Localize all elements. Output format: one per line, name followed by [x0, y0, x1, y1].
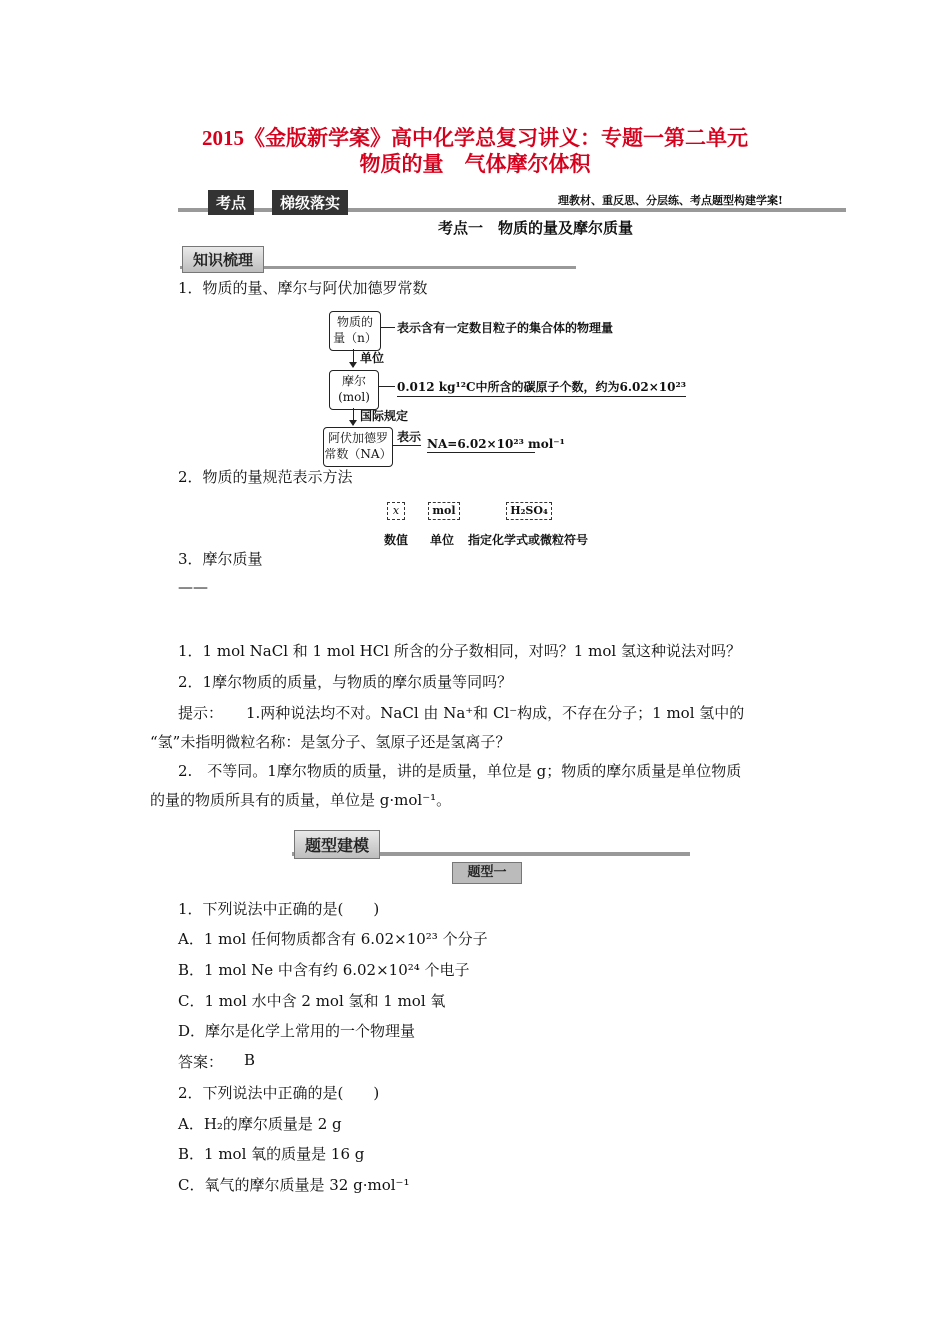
diagram-box-mole	[329, 370, 379, 410]
p1-option-d: D．摩尔是化学上常用的一个物理量	[178, 1022, 416, 1040]
diagram-desc-1: 表示含有一定数目粒子的集合体的物理量	[397, 321, 614, 335]
box-amount-line1: 物质的	[336, 315, 373, 329]
section-modeling: 题型建模	[294, 830, 380, 859]
banner-tag-kaodian: 考点	[208, 190, 254, 215]
p1-option-b: B．1 mol Ne 中含有约 6.02×10²⁴ 个电子	[178, 961, 470, 979]
page-title: 2015《金版新学案》高中化学总复习讲义：专题一第二单元	[202, 126, 748, 150]
diagram-box-amount	[329, 311, 381, 351]
p2-stem: 2．下列说法中正确的是( )	[178, 1084, 380, 1102]
hint-2b: 的量的物质所具有的质量，单位是 g·mol⁻¹。	[150, 791, 452, 809]
box-avogadro-line1: 阿伏加德罗	[327, 431, 388, 445]
p1-answer: B	[244, 1051, 256, 1069]
banner-tag-tiji: 梯级落实	[272, 190, 348, 215]
p2-option-b: B．1 mol 氧的质量是 16 g	[178, 1145, 365, 1163]
diagram-link-3	[393, 445, 421, 446]
notation-box-number: x	[387, 502, 405, 520]
section-knowledge: 知识梳理	[182, 246, 264, 273]
dash-line: ——	[178, 578, 208, 596]
diagram-link-2	[379, 386, 395, 387]
diagram-desc-2: 0.012 kg¹²C中所含的碳原子个数，约为6.02×10²³	[397, 378, 686, 397]
arrow-head-2	[349, 420, 357, 426]
question-1: 1．1 mol NaCl 和 1 mol HCl 所含的分子数相同，对吗？1 mol 氢这种说法对吗？	[178, 642, 741, 660]
arrow-head-1	[349, 362, 357, 368]
p1-option-c: C．1 mol 水中含 2 mol 氢和 1 mol 氧	[178, 992, 446, 1010]
item-2: 2．物质的量规范表示方法	[178, 468, 353, 486]
notation-box-formula: H₂SO₄	[506, 502, 552, 520]
tixing-tag: 题型一	[452, 862, 522, 884]
item-3: 3．摩尔质量	[178, 550, 263, 568]
question-2: 2．1摩尔物质的质量，与物质的摩尔质量等同吗？	[178, 673, 513, 691]
arrow-label-unit: 单位	[360, 351, 385, 365]
kaodian-heading: 考点一 物质的量及摩尔质量	[438, 219, 634, 237]
notation-label-unit: 单位	[430, 533, 455, 547]
notation-label-formula: 指定化学式或微粒符号	[468, 533, 589, 547]
hint-1a: 1.两种说法均不对。NaCl 由 Na⁺和 Cl⁻构成，不存在分子；1 mol 氢中的	[246, 704, 745, 722]
p2-option-c: C．氧气的摩尔质量是 32 g·mol⁻¹	[178, 1176, 410, 1194]
hint-1b: “氢”未指明微粒名称：是氢分子、氢原子还是氢离子？	[150, 733, 511, 751]
page-subtitle: 物质的量 气体摩尔体积	[359, 152, 591, 176]
diagram-desc-3-label: 表示	[397, 430, 422, 444]
arrow-label-intl: 国际规定	[360, 409, 409, 423]
item-1: 1．物质的量、摩尔与阿伏加德罗常数	[178, 279, 428, 297]
p1-stem: 1．下列说法中正确的是( )	[178, 900, 380, 918]
box-mole-line1: 摩尔	[341, 374, 366, 388]
p1-answer-label: 答案：	[178, 1053, 224, 1071]
p2-option-a: A．H₂的摩尔质量是 2 g	[178, 1115, 342, 1133]
p1-option-a: A．1 mol 任何物质都含有 6.02×10²³ 个分子	[178, 930, 488, 948]
diagram-desc-3: NA=6.02×10²³ mol⁻¹	[427, 437, 565, 451]
box-mole-line2: (mol)	[338, 390, 370, 404]
diagram-box-avogadro	[323, 427, 393, 467]
diagram-link-1	[381, 327, 395, 328]
box-amount-line2: 量（n）	[333, 331, 377, 345]
notation-label-number: 数值	[384, 533, 409, 547]
box-avogadro-line2: 常数（NA）	[324, 447, 392, 461]
banner-slogan: 理教材、重反思、分层练、考点题型构建学案!	[558, 194, 783, 207]
hint-label: 提示：	[178, 704, 224, 722]
notation-box-unit: mol	[428, 502, 460, 520]
hint-2a: 2. 不等同。1摩尔物质的质量，讲的是质量，单位是 g；物质的摩尔质量是单位物质	[178, 762, 742, 780]
